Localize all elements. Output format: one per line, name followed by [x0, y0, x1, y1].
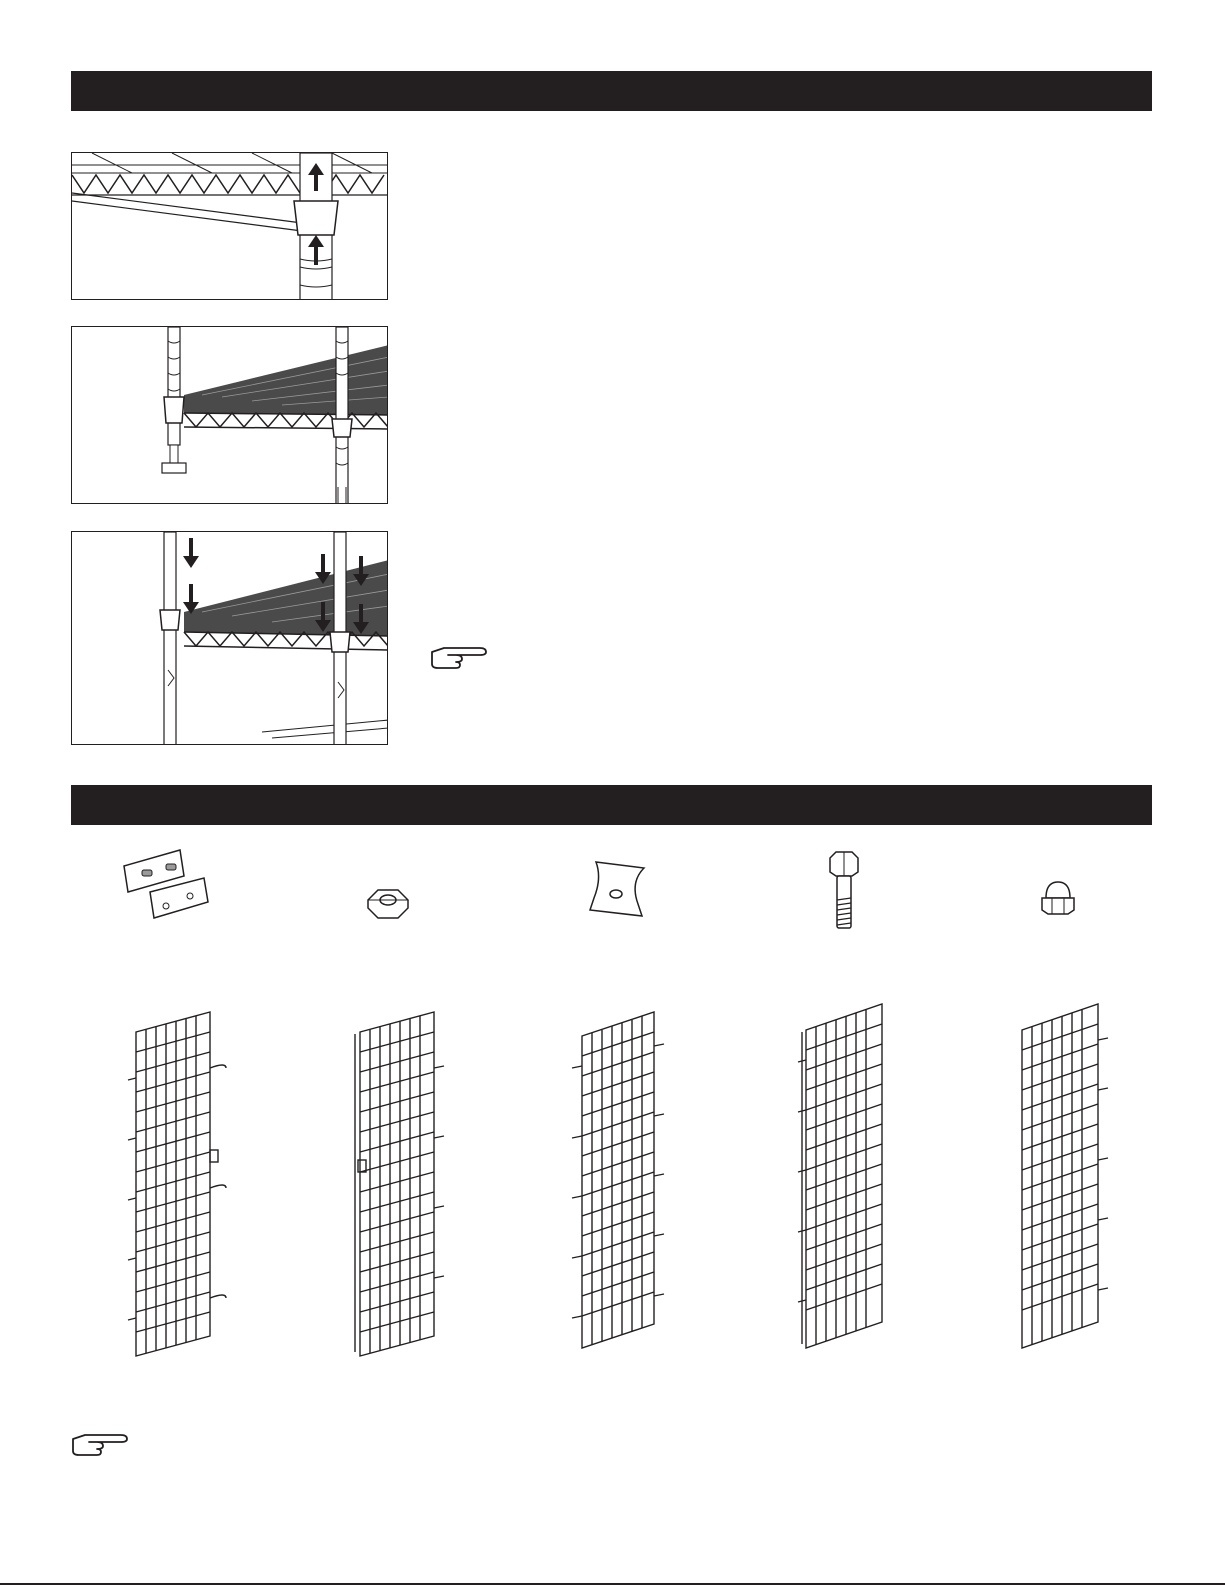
wire-panel-4 [796, 1000, 892, 1357]
wire-panel-1 [126, 1008, 230, 1363]
hex-bolt-icon [826, 850, 862, 932]
shelf-icon [72, 327, 388, 504]
connector-plate-icon [118, 848, 216, 926]
wire-panel-5 [1014, 1000, 1110, 1357]
wire-panel-side-icon [570, 1006, 670, 1352]
note-pointing-hand-icon-2 [71, 1433, 129, 1457]
acorn-cap-nut-icon [1038, 878, 1078, 918]
wire-panel-end-icon [1014, 1000, 1110, 1352]
hex-nut-icon [364, 886, 412, 922]
part-hex-nut [364, 886, 412, 927]
pointing-hand-icon [71, 1433, 129, 1457]
section-header-bar-hardware [71, 785, 1152, 825]
arrow-up-icon [72, 153, 388, 300]
pointing-hand-icon [430, 646, 488, 670]
arrow-down-icon [72, 532, 388, 745]
curved-clip-icon [586, 858, 650, 924]
part-connector-plates [118, 848, 216, 931]
wire-panel-door-right-icon [350, 1008, 454, 1358]
wire-panel-2 [350, 1008, 454, 1363]
figure-shelf-on-posts [71, 326, 388, 504]
note-pointing-hand-icon [430, 646, 488, 670]
wire-panel-back-icon [796, 1000, 892, 1352]
section-header-bar [71, 71, 1152, 111]
figure-shelf-press-down [71, 531, 388, 745]
part-acorn-cap-nut [1038, 878, 1078, 923]
wire-panel-3 [570, 1006, 670, 1357]
part-hex-bolt [826, 850, 862, 937]
figure-sleeve-slide-up [71, 152, 388, 300]
wire-panel-door-left-icon [126, 1008, 230, 1358]
part-curved-clip [586, 858, 650, 929]
